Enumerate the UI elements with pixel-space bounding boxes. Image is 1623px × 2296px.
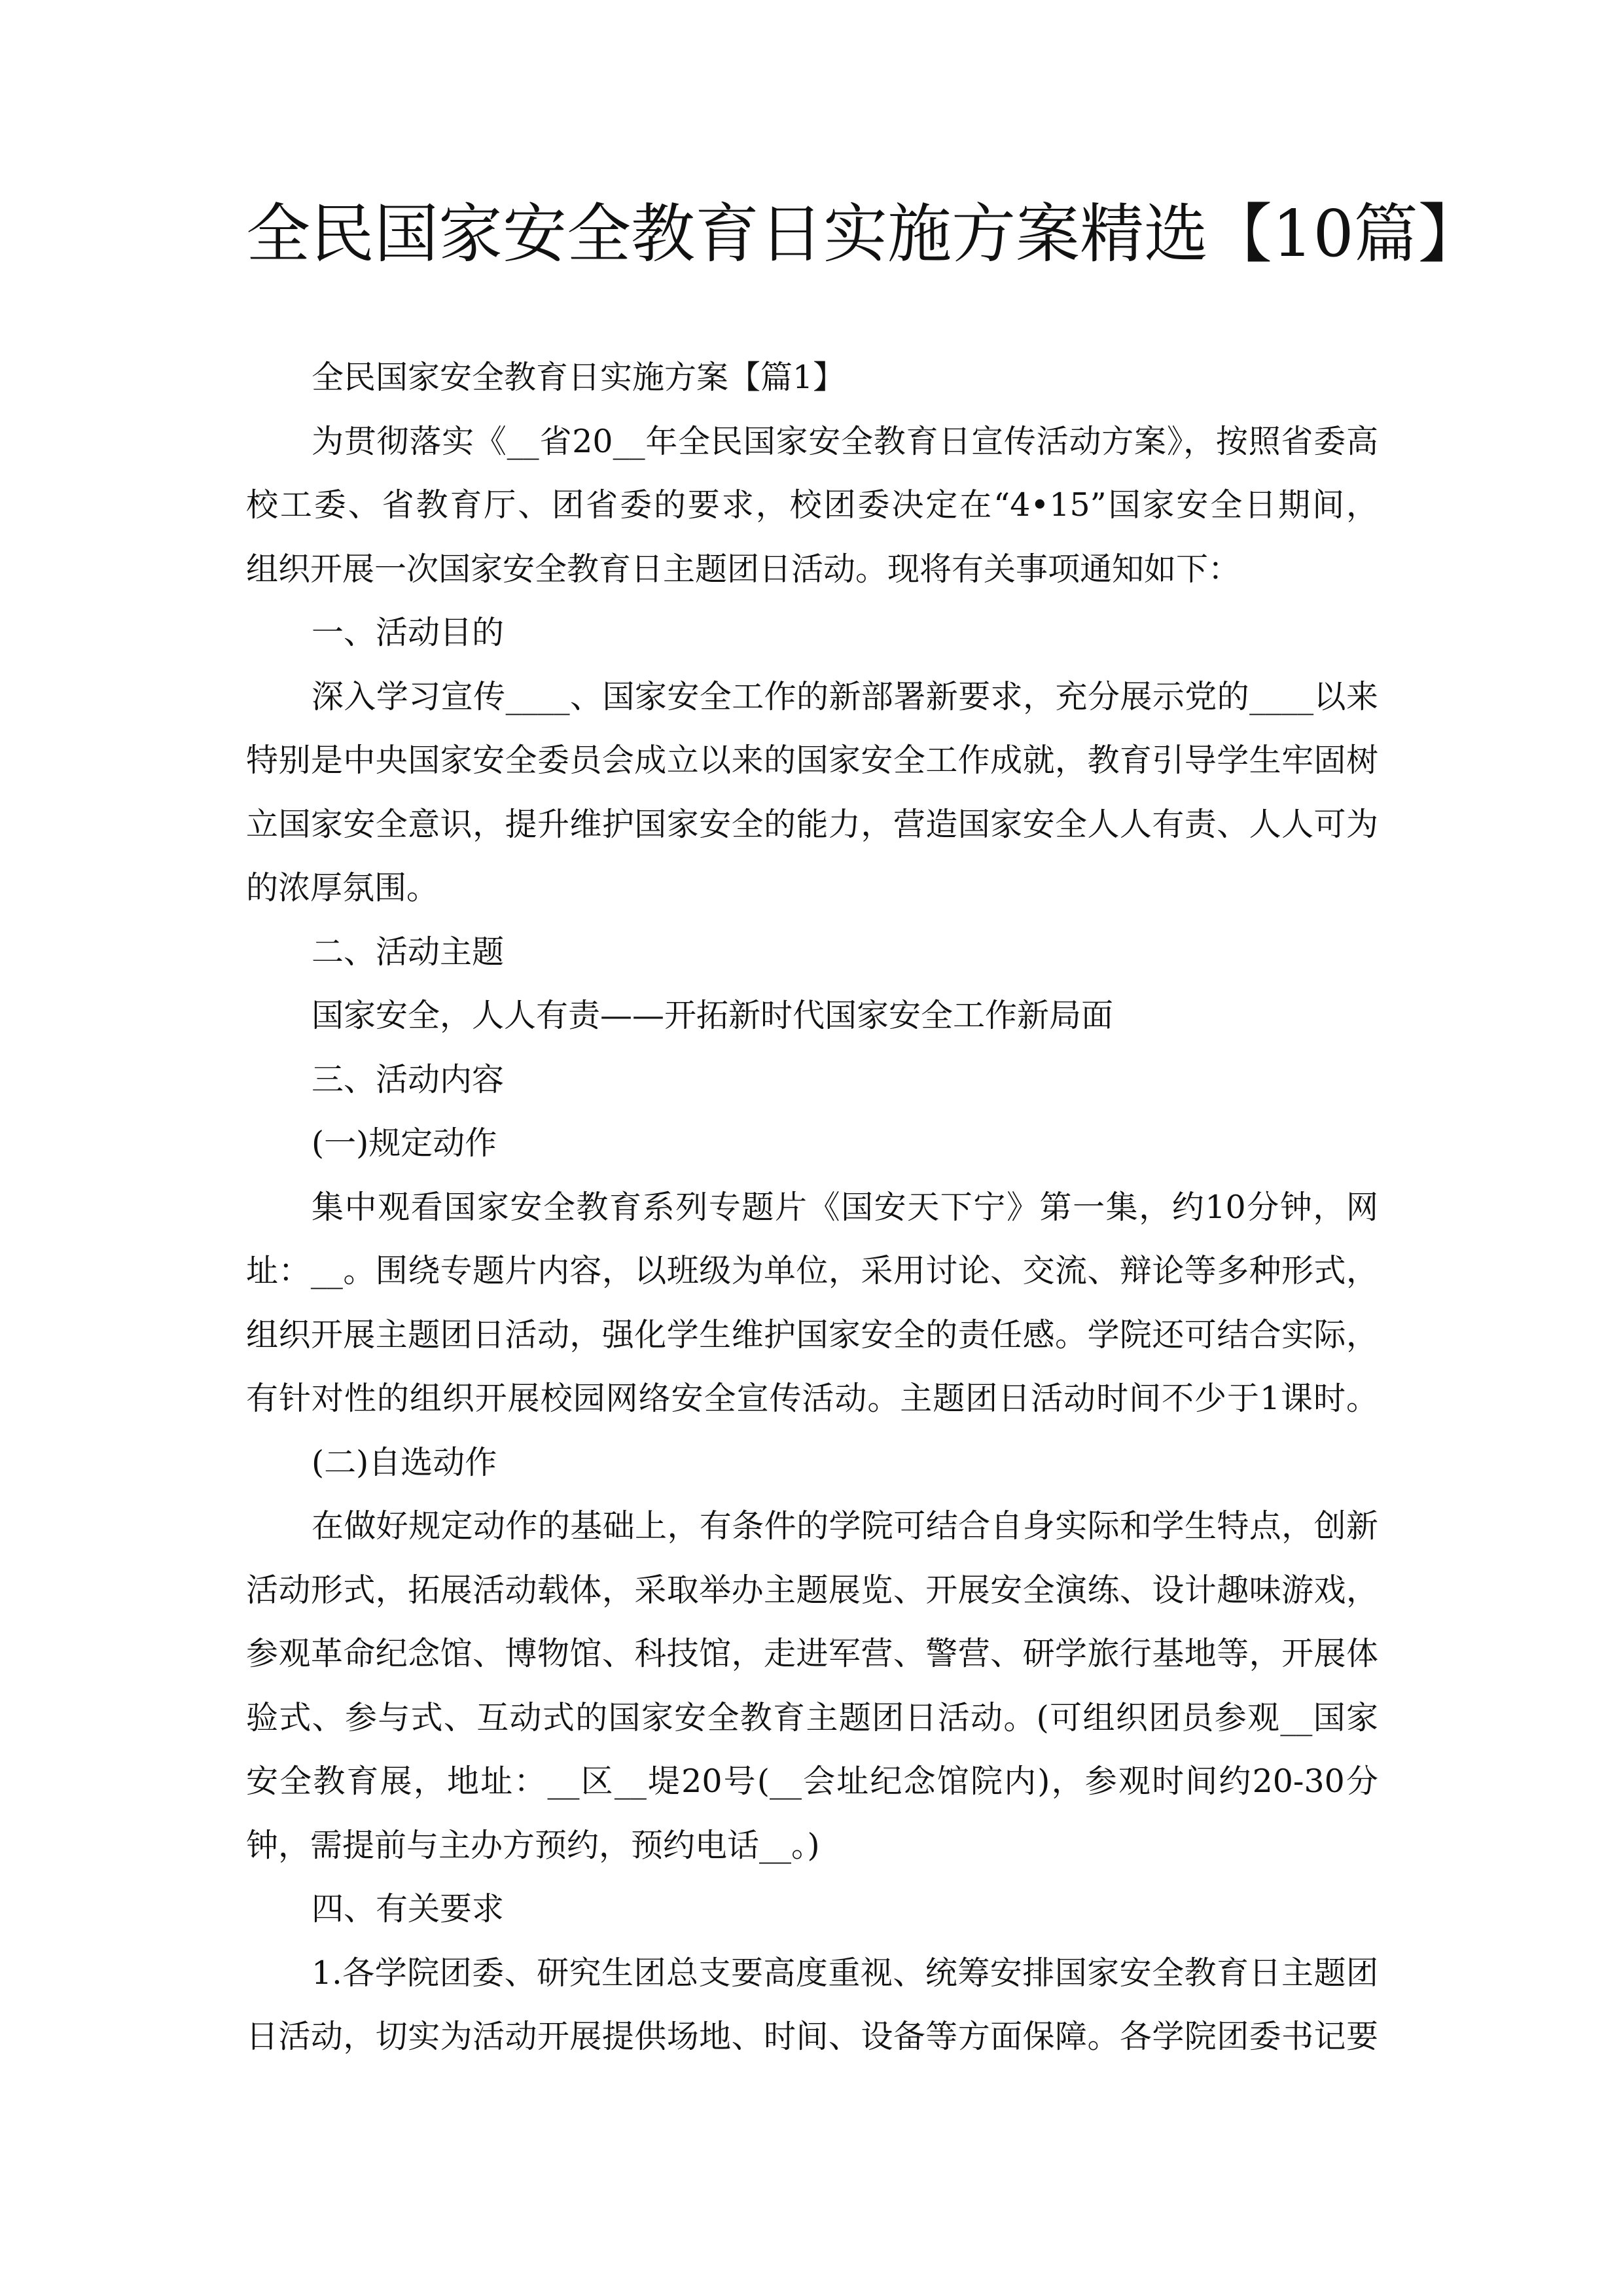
paragraph-line: 在做好规定动作的基础上，有条件的学院可结合自身实际和学生特点，创新 (312, 1507, 1378, 1545)
paragraph-line: 日活动，切实为活动开展提供场地、时间、设备等方面保障。各学院团委书记要 (246, 2018, 1378, 2055)
paragraph-line: 为贯彻落实《__省20__年全民国家安全教育日宣传活动方案》，按照省委高 (312, 422, 1378, 460)
paragraph-line: 组织开展一次国家安全教育日主题团日活动。现将有关事项通知如下： (246, 550, 1241, 588)
paragraph-line: 特别是中央国家安全委员会成立以来的国家安全工作成就，教育引导学生牢固树 (246, 742, 1378, 779)
paragraph-line: 有针对性的组织开展校园网络安全宣传活动。主题团日活动时间不少于1课时。 (246, 1380, 1378, 1417)
paragraph-line: 立国家安全意识，提升维护国家安全的能力，营造国家安全人人有责、人人可为 (246, 805, 1378, 843)
document-title: 全民国家安全教育日实施方案精选【10篇】 (246, 197, 1482, 272)
paragraph-line: 的浓厚氛围。 (246, 869, 439, 906)
paragraph-line: 国家安全，人人有责——开拓新时代国家安全工作新局面 (312, 997, 1114, 1034)
paragraph-line: 集中观看国家安全教育系列专题片《国安天下宁》第一集，约10分钟，网 (312, 1188, 1378, 1226)
subheading: 四、有关要求 (312, 1890, 505, 1928)
paragraph-line: 安全教育展，地址：__区__堤20号(__会址纪念馆院内)，参观时间约20-30分 (246, 1763, 1378, 1800)
paragraph-line: 1.各学院团委、研究生团总支要高度重视、统筹安排国家安全教育日主题团 (312, 1954, 1378, 1992)
paragraph-line: 深入学习宣传____、国家安全工作的新部署新要求，充分展示党的____以来 (312, 677, 1378, 715)
section-heading: 全民国家安全教育日实施方案【篇1】 (312, 359, 846, 396)
paragraph-line: 钟，需提前与主办方预约，预约电话__。) (246, 1826, 820, 1864)
paragraph-line: 校工委、省教育厅、团省委的要求，校团委决定在“4•15”国家安全日期间， (246, 486, 1378, 524)
subheading: 三、活动内容 (312, 1060, 505, 1098)
paragraph-line: 活动形式，拓展活动载体，采取举办主题展览、开展安全演练、设计趣味游戏， (246, 1571, 1378, 1609)
subheading: 一、活动目的 (312, 614, 505, 651)
subheading: (一)规定动作 (312, 1124, 497, 1162)
paragraph-line: 参观革命纪念馆、博物馆、科技馆，走进军营、警营、研学旅行基地等，开展体 (246, 1635, 1378, 1672)
paragraph-line: 址：__。围绕专题片内容，以班级为单位，采用讨论、交流、辩论等多种形式， (246, 1252, 1378, 1289)
paragraph-line: 验式、参与式、互动式的国家安全教育主题团日活动。(可组织团员参观__国家 (246, 1698, 1378, 1736)
subheading: 二、活动主题 (312, 933, 505, 971)
document-body (246, 346, 1378, 2069)
paragraph-line: 组织开展主题团日活动，强化学生维护国家安全的责任感。学院还可结合实际， (246, 1316, 1378, 1354)
subheading: (二)自选动作 (312, 1443, 497, 1481)
